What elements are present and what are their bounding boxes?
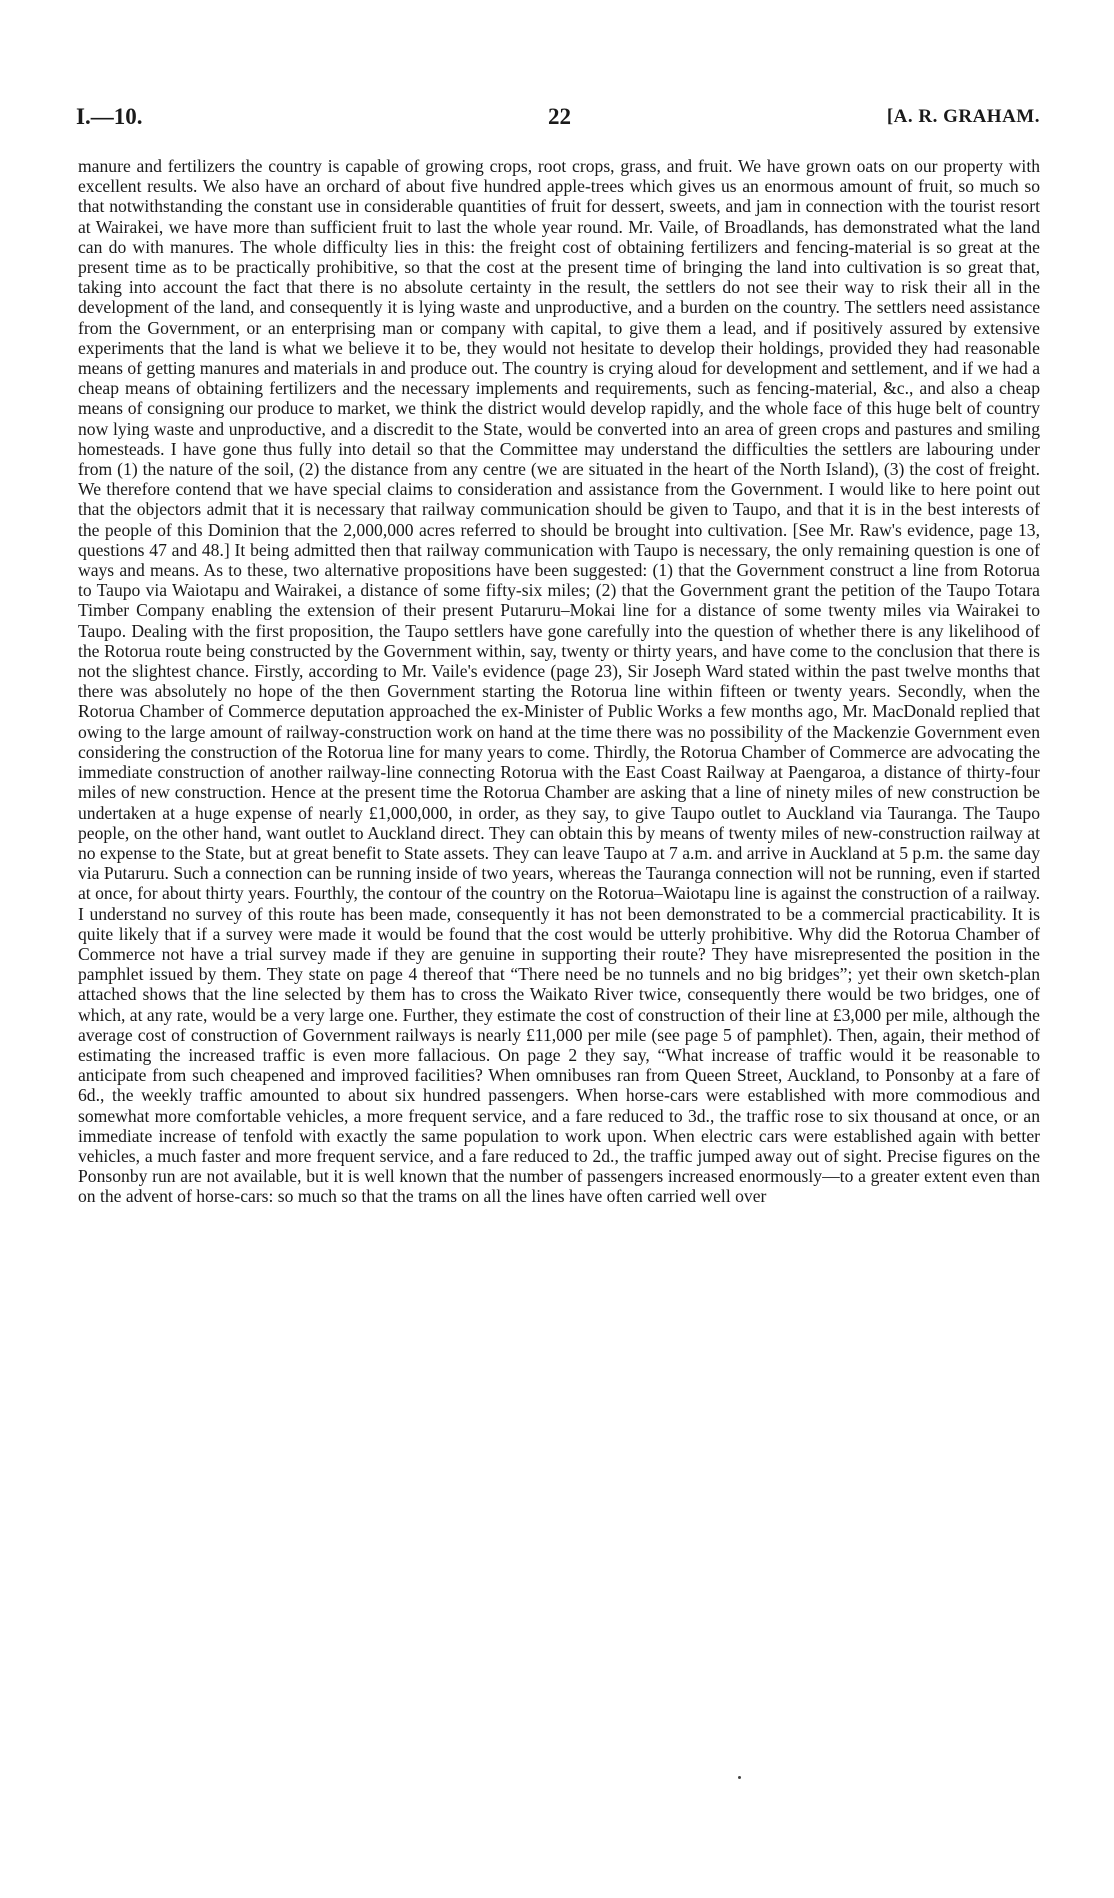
print-speck <box>738 1776 741 1779</box>
page-number: 22 <box>548 104 571 129</box>
witness-name: [A. R. GRAHAM. <box>886 106 1040 127</box>
page-header <box>76 104 1040 144</box>
body-paragraph: manure and fertilizers the country is capable of growing crops, root crops, grass, and fruit. We have grown oats on our property with excellent results. We also have an orchard of about five hundred apple-trees which gives us an enormous amount of fruit, so much so that notwithstanding the constant use in considerable quantities of fruit for dessert, sweets, and jam in connection with the tourist resort at Wairakei, we have more than sufficient fruit to last the whole year round. Mr. Vaile, of Broadlands, has demonstrated what the land can do with manures. The whole difficulty lies in this: the freight cost of obtaining fertilizers and fencing-material is so great at the present time as to be practically prohibitive, so that the cost at the present time of bringing the land into cultivation is so great that, taking into account the fact that there is no absolute certainty in the result, the settlers do not see their way to risk their all in the development of the land, and consequently it is lying waste and unproductive, and a burden on the country. The settlers need assistance from the Government, or an enterprising man or company with capital, to give them a lead, and if positively assured by extensive experiments that the land is what we believe it to be, they would not hesitate to develop their holdings, provided they had reasonable means of getting manures and materials in and produce out. The country is crying aloud for development and settlement, and if we had a cheap means of obtaining fertilizers and the necessary implements and requirements, such as fencing-material, &c., and also a cheap means of consigning our produce to market, we think the district would develop rapidly, and the whole face of this huge belt of country now lying waste and unproductive, and a discredit to the State, would be converted into an area of green crops and pastures and smiling homesteads. I have gone thus fully into detail so that the Committee may understand the difficulties the settlers are labouring under from (1) the nature of the soil, (2) the distance from any centre (we are situated in the heart of the North Island), (3) the cost of freight. We therefore contend that we have special claims to consideration and assistance from the Government. I would like to here point out that the objectors admit that it is necessary that railway communication should be given to Taupo, and that it is in the best interests of the people of this Dominion that the 2,000,000 acres referred to should be brought into cultivation. [See Mr. Raw's evidence, page 13, questions 47 and 48.] It being admitted then that railway communication with Taupo is necessary, the only remaining question is one of ways and means. As to these, two alternative propositions have been suggested: (1) that the Government construct a line from Rotorua to Taupo via Waiotapu and Wairakei, a distance of some fifty-six miles; (2) that the Government grant the petition of the Taupo Totara Timber Company enabling the extension of their present Putaruru–Mokai line for a distance of some twenty miles via Wairakei to Taupo. Dealing with the first proposition, the Taupo settlers have gone carefully into the question of whether there is any likelihood of the Rotorua route being constructed by the Government within, say, twenty or thirty years, and have come to the conclusion that there is not the slightest chance. Firstly, according to Mr. Vaile's evidence (page 23), Sir Joseph Ward stated within the past twelve months that there was absolutely no hope of the then Government starting the Rotorua line within fifteen or twenty years. Secondly, when the Rotorua Chamber of Commerce deputation approached the ex-Minister of Public Works a few months ago, Mr. MacDonald replied that owing to the large amount of railway-construction work on hand at the time there was no possibility of the Mackenzie Government even considering the construction of the Rotorua line for many years to come. Thirdly, the Rotorua Chamber of Commerce are advocating the immediate construction of another railway-line connecting Rotorua with the East Coast Railway at Paengaroa, a distance of thirty-four miles of new construction. Hence at the present time the Rotorua Chamber are asking that a line of ninety miles of new construction be undertaken at a huge expense of nearly £1,000,000, in order, as they say, to give Taupo outlet to Auckland via Tauranga. The Taupo people, on the other hand, want outlet to Auckland direct. They can obtain this by means of twenty miles of new-construction railway at no expense to the State, but at great benefit to State assets. They can leave Taupo at 7 a.m. and arrive in Auckland at 5 p.m. the same day via Putaruru. Such a connection can be running inside of two years, whereas the Tauranga connection will not be running, even if started at once, for about thirty years. Fourthly, the contour of the country on the Rotorua–Waiotapu line is against the construction of a railway. I understand no survey of this route has been made, consequently it has not been demonstrated to be a commercial practicability. It is quite likely that if a survey were made it would be found that the cost would be utterly prohibitive. Why did the Rotorua Chamber of Commerce not have a trial survey made if they are genuine in supporting their route? They have misrepresented the position in the pamphlet issued by them. They state on page 4 thereof that “There need be no tunnels and no big bridges”; yet their own sketch-plan attached shows that the line selected by them has to cross the Waikato River twice, consequently there would be two bridges, one of which, at any rate, would be a very large one. Further, they estimate the cost of construction of their line at £3,000 per mile, although the average cost of construction of Government railways is nearly £11,000 per mile (see page 5 of pamphlet). Then, again, their method of estimating the increased traffic is even more fallacious. On page 2 they say, “What increase of traffic would it be reasonable to anticipate from such cheapened and improved facilities? When omnibuses ran from Queen Street, Auckland, to Ponsonby at a fare of 6d., the weekly traffic amounted to about six hundred passengers. When horse-cars were established with more commodious and somewhat more comfortable vehicles, a more frequent service, and a fare reduced to 3d., the traffic rose to six thousand at once, or an immediate increase of tenfold with exactly the same population to work upon. When electric cars were established again with better vehicles, a much faster and more frequent service, and a fare reduced to 2d., the traffic jumped away out of sight. Precise figures on the Ponsonby run are not available, but it is well known that the number of passengers increased enormously—to a greater extent even than on the advent of horse-cars: so much so that the trams on all the lines have often carried well over <box>78 156 1040 1207</box>
document-reference: I.—10. <box>76 104 143 129</box>
